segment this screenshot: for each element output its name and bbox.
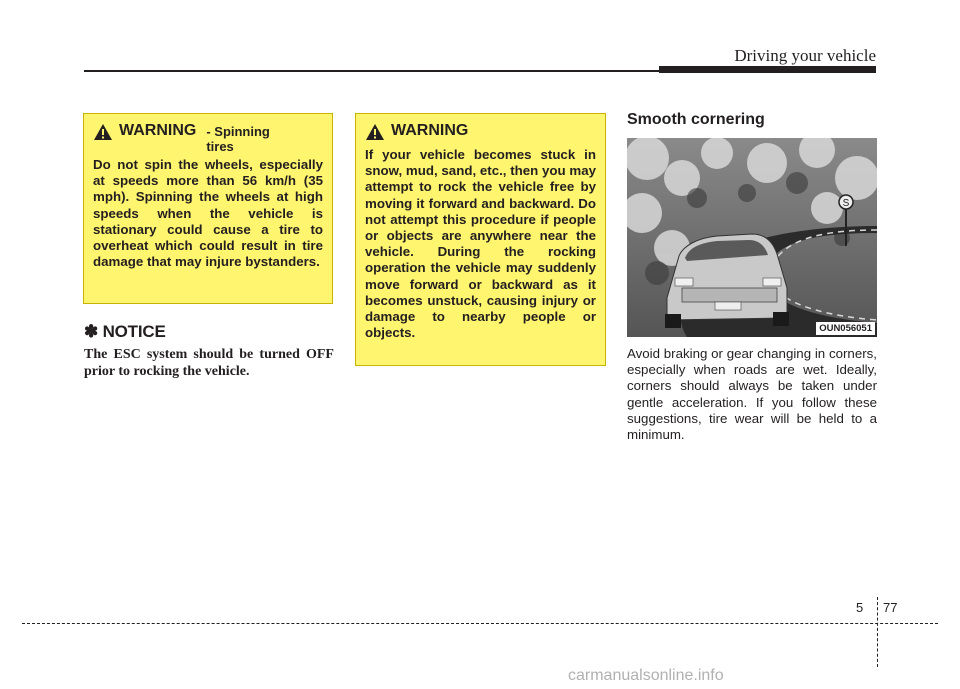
header-rule-thick — [659, 66, 876, 73]
warning-heading: WARNING — [391, 122, 469, 139]
warning-triangle-icon — [93, 123, 113, 141]
footer-divider — [877, 597, 878, 667]
warning-text: If your vehicle becomes stuck in snow, mud, sand, etc., then you may attempt to rock the vehicle free by moving it forward and backward. Do not attempt this procedure if people or objects are anywhere near the vehicle. During the rocking operation the vehicle may suddenly move forward or backward as it becomes unstuck, causing injury or damage to nearby people or objects. — [365, 147, 596, 341]
smooth-cornering-text: Avoid braking or gear changing in corners, especially when roads are wet. Ideally, corners should always be taken under gentle acceleration. If you follow these suggestions, tire wear will be held to a minimum. — [627, 346, 877, 443]
car-on-curved-road-image — [627, 138, 877, 337]
footer-rule — [22, 623, 938, 624]
warning-stuck-vehicle-box — [355, 113, 606, 366]
warning-subheading: - Spinning tires — [206, 124, 270, 154]
notice-title: ✽ NOTICE — [84, 322, 166, 341]
chapter-number: 5 — [856, 600, 864, 615]
cornering-illustration — [627, 138, 877, 337]
smooth-cornering-title: Smooth cornering — [627, 111, 765, 128]
section-title: Driving your vehicle — [734, 46, 876, 65]
warning-text: Do not spin the wheels, especially at speeds more than 56 km/h (35 mph). Spinning the wheels at high speeds when the vehicle is stationary could cause a tire to overheat which could result in tire damage that may injure bystanders. — [93, 157, 323, 270]
warning-triangle-icon — [365, 123, 385, 141]
warning-heading: WARNING — [119, 122, 197, 139]
page-number: 77 — [883, 600, 898, 615]
header-rule — [84, 70, 659, 72]
warning-spinning-tires-box — [83, 113, 333, 304]
warning-header — [93, 122, 323, 154]
svg-text:S: S — [842, 198, 850, 209]
image-code: OUN056051 — [816, 322, 875, 335]
watermark: carmanualsonline.info — [568, 667, 724, 684]
notice-text: The ESC system should be turned OFF prior to rocking the vehicle. — [84, 347, 334, 379]
warning-header — [365, 122, 596, 141]
